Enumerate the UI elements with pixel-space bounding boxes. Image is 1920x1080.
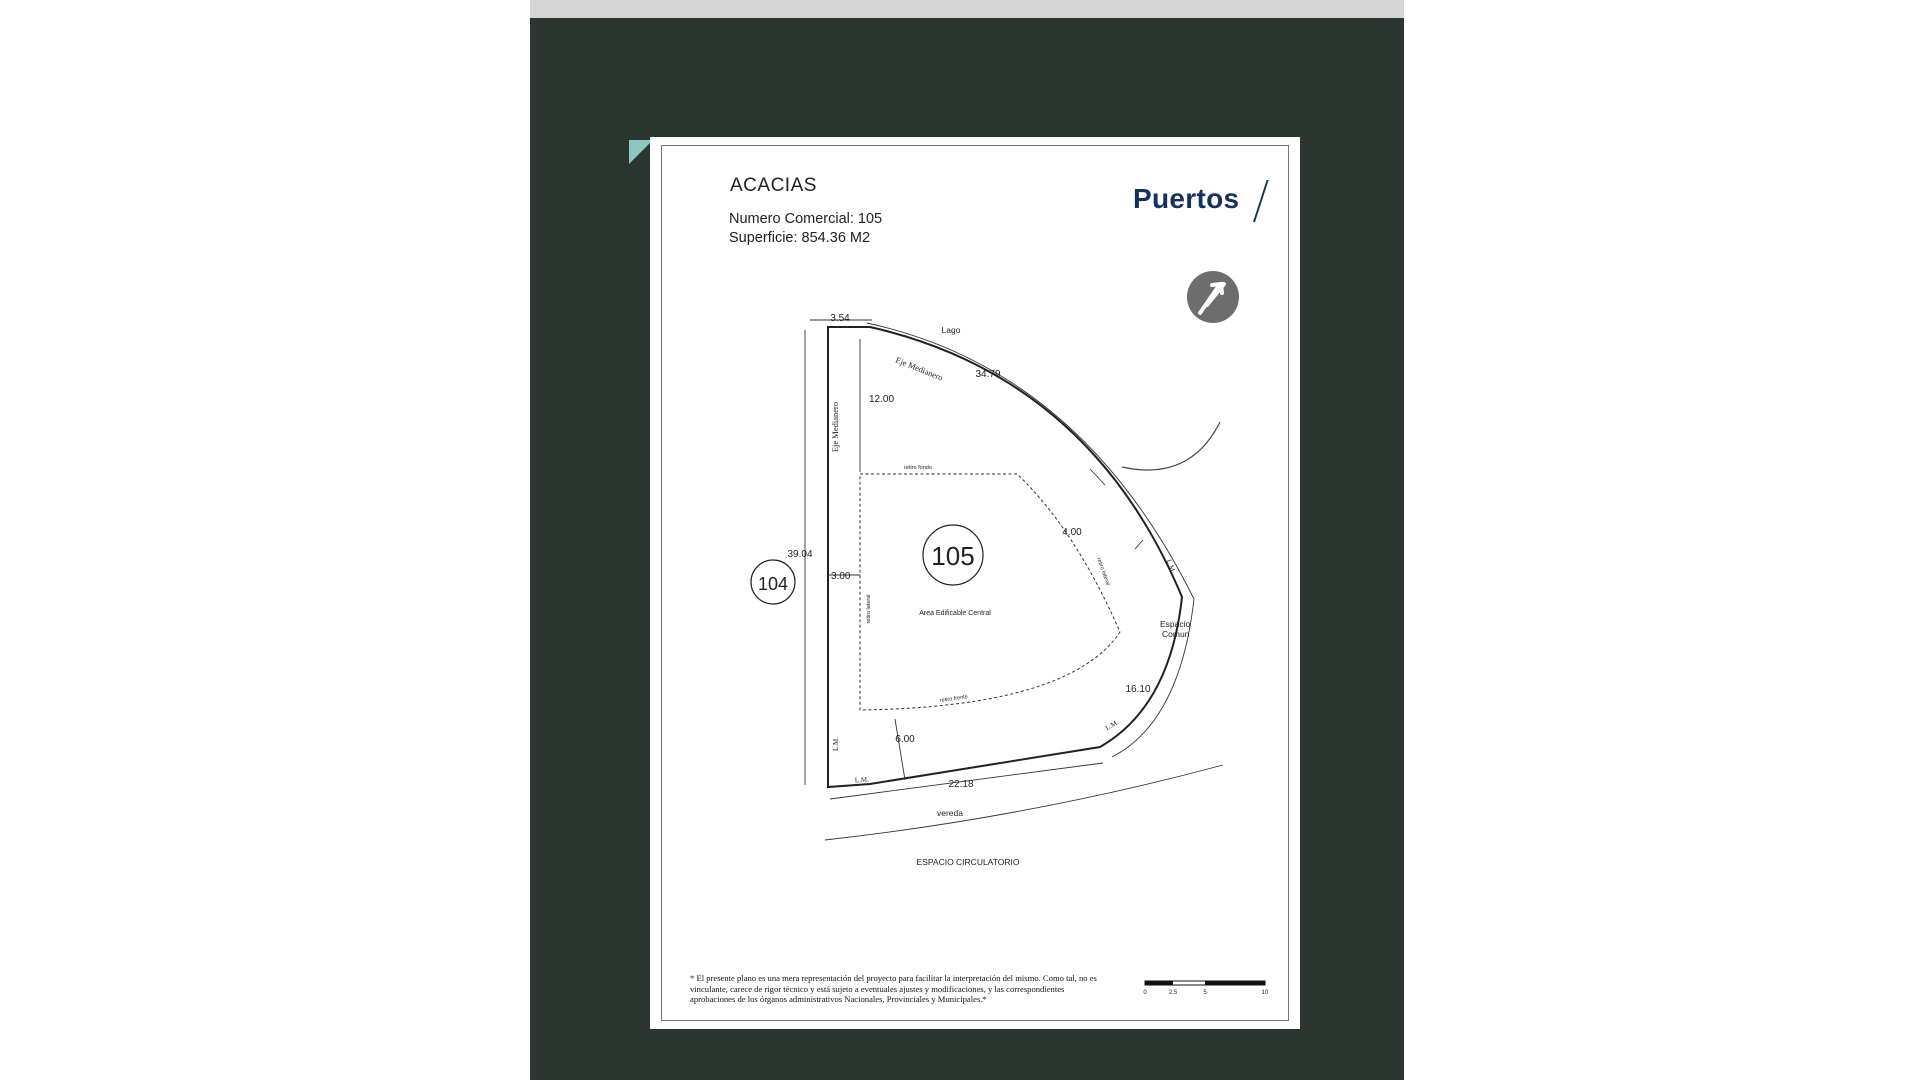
label-lm-curve: L.M. [1164,558,1178,575]
label-retiro-lateral-right: retiro lateral [1095,556,1111,587]
dim-22-18: 22.18 [948,779,974,790]
label-espacio: Espacio [1160,619,1191,629]
dim-3-00: 3.00 [831,571,851,582]
lot-title: ACACIAS [730,175,817,196]
label-comun: Comun [1162,629,1190,639]
plan-sheet [650,137,1300,1029]
dimension-lines [805,320,1223,840]
label-vereda: vereda [937,808,963,818]
label-retiro-fondo: retiro fondo [904,465,932,471]
label-eje-medianero-top: Eje Medianero [894,354,945,383]
puertos-logo: Puertos [1133,183,1240,214]
viewer-top-bar [530,0,1404,18]
disclaimer-note: * El presente plano es una mera representación del proyecto para facilitar la interpretación del mismo. Como tal, no es vinculante, carece de rigor técnico y está sujeto a eventuales ajustes y modificaciones, y las correspondientes aprobaciones de los órganos administrativos Nacionales, Provinciales y Municipales.* [690,973,1097,1004]
setback-outline [860,474,1120,710]
label-espacio-circulatorio: ESPACIO CIRCULATORIO [916,857,1020,867]
label-lm-right: L.M. [1103,718,1121,733]
lake-arc [1122,422,1220,470]
dim-39-04: 39.04 [787,549,813,560]
scale-label-2-5: 2.5 [1168,990,1178,996]
dim-6-00: 6.00 [895,734,915,745]
label-lm-left: L.M. [832,737,840,751]
lot-plan-drawing [650,137,1300,1029]
dim-4-00: 4.00 [1062,527,1082,538]
numero-comercial: Numero Comercial: 105 [729,211,883,227]
superficie: Superficie: 854.36 M2 [729,230,871,246]
scale-label-5: 5 [1203,990,1207,996]
north-arrow-icon [1187,271,1239,323]
dim-16-10: 16.10 [1125,684,1151,695]
dim-12-00: 12.00 [869,394,895,405]
label-eje-medianero-left: Eje Medianero [830,401,840,453]
lot-number-105: 105 [931,541,975,571]
area-label: Area Edificable Central [919,610,991,617]
label-retiro-lateral-left: retiro lateral [866,594,872,624]
scale-bar [1143,981,1269,996]
lot-number-104: 104 [757,574,789,594]
label-retiro-frente: retiro frente [939,694,969,704]
scale-label-10: 10 [1261,990,1269,996]
label-lago: Lago [941,325,961,335]
dim-3-54: 3.54 [830,313,850,324]
dim-34-79: 34.79 [975,369,1001,380]
label-lm-bottom: L.M. [854,775,870,785]
scale-label-0: 0 [1143,990,1147,996]
